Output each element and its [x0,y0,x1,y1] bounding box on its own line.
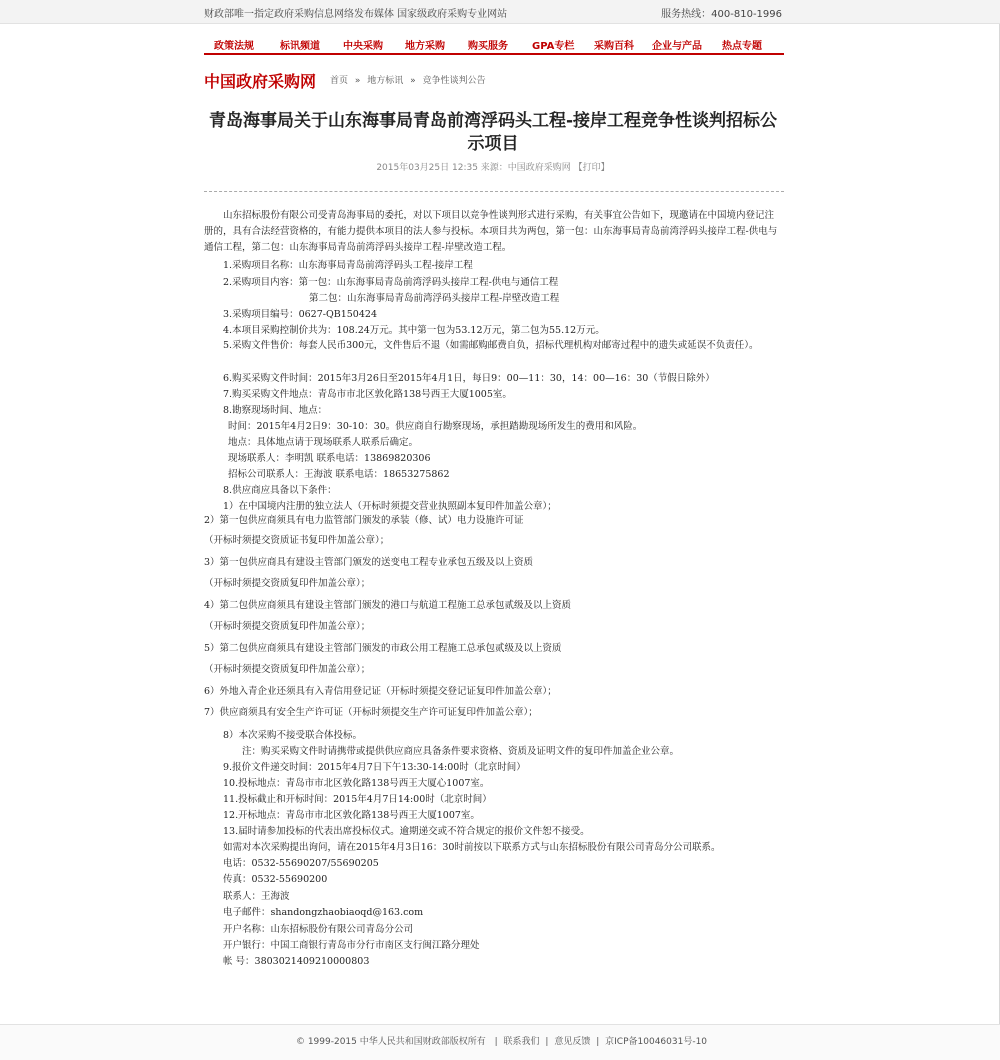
contact-phone: 电话：0532-55690207/55690205 [223,858,379,869]
item-opening-location: 12.开标地点：青岛市市北区敦化路138号西王大厦1007室。 [223,810,480,821]
item-purchase-location: 7.购买采购文件地点：青岛市市北区敦化路138号西王大厦1005室。 [223,389,512,400]
item-qualifications: 8.供应商应具备以下条件： [223,485,337,496]
breadcrumb-local-bids[interactable]: 地方标讯 [367,76,404,86]
item-project-content-pkg2: 第二包：山东海事局青岛前湾浮码头接岸工程-岸壁改造工程 [309,293,560,304]
item-inquiry: 如需对本次采购提出询问，请在2015年4月3日16：30时前按以下联系方式与山东招标股份有限公司青岛分公司联系。 [223,842,721,853]
account-bank: 开户银行：中国工商银行青岛市分行市南区支行闽江路分理处 [223,940,480,951]
condition-2-note: （开标时须提交资质证书复印件加盖公章）； [204,535,390,546]
item-site-contact: 现场联系人：李明凯 联系电话：13869820306 [228,453,431,464]
condition-8: 8）本次采购不接受联合体投标。 [223,730,363,741]
item-bid-submission-time: 9.报价文件递交时间：2015年4月7日下午13:30-14:00时（北京时间） [223,762,526,773]
purchase-note: 注：购买采购文件时请携带或提供供应商应具备条件要求资格、资质及证明文件的复印件加盖企业公章。 [242,746,680,757]
nav-item-bid-channel[interactable]: 标讯频道 [280,41,320,52]
item-project-number: 3.采购项目编号：0627-QB150424 [223,309,377,320]
nav-item-hot-topics[interactable]: 热点专题 [722,41,762,52]
main-nav [204,35,784,55]
condition-3: 3）第一包供应商具有建设主管部门颁发的送变电工程专业承包五级及以上资质 [204,557,534,568]
footer-separator: | [545,1037,549,1047]
condition-4-note: （开标时须提交资质复印件加盖公章）； [204,621,371,632]
item-project-name: 1.采购项目名称：山东海事局青岛前湾浮码头工程-接岸工程 [223,260,473,271]
account-name: 开户名称：山东招标股份有限公司青岛分公司 [223,924,414,935]
footer-icp-link[interactable]: 京ICP备10046031号-10 [605,1037,708,1047]
service-hotline: 服务热线：400-810-1996 [661,9,782,20]
item-purchase-time: 6.购买采购文件时间：2015年3月26日至2015年4月1日，每日9：00—11：30，14：00—16：30（节假日除外） [223,373,715,384]
footer-contact-link[interactable]: 联系我们 [503,1037,540,1047]
footer-line [0,1034,1000,1047]
item-site-visit-time: 时间：2015年4月2日9：30-10：30。供应商自行勘察现场，承担踏勘现场所发生的费用和风险。 [228,421,643,432]
top-bar [0,0,1000,24]
footer-feedback-link[interactable]: 意见反馈 [554,1037,591,1047]
condition-6: 6）外地入青企业还须具有入青信用登记证（开标时须提交登记证复印件加盖公章）； [204,686,557,697]
nav-item-policy[interactable]: 政策法规 [214,41,254,52]
intro-paragraph: 山东招标股份有限公司受青岛海事局的委托，对以下项目以竞争性谈判形式进行采购，有关事宜公告如下，现邀请在中国境内登记注册的，具有合法经营资格的，有能力提供本项目的法人参与投标。本项目共为两包，第一包：山东海事局青岛前湾浮码头接岸工程-供电与通信工程，第二包：山东海事局青岛前湾浮码头接岸工程-岸壁改造工程。 [204,210,778,253]
breadcrumb [330,73,486,86]
footer-copyright: © 1999-2015 中华人民共和国财政部版权所有 [295,1037,486,1047]
contact-person: 联系人：王海波 [223,891,290,902]
item-document-price: 5.采购文件售价：每套人民币300元，文件售后不退（如需邮购邮费自负，招标代理机构对邮寄过程中的遗失或延误不负责任）。 [223,340,759,351]
item-control-price: 4.本项目采购控制价共为：108.24万元。其中第一包为53.12万元，第二包为55.12万元。 [223,325,605,336]
condition-5: 5）第二包供应商须具有建设主管部门颁发的市政公用工程施工总承包贰级及以上资质 [204,643,562,654]
breadcrumb-separator: » [354,76,361,86]
item-attendance: 13.届时请参加投标的代表出席投标仪式。逾期递交或不符合规定的报价文件恕不接受。 [223,826,590,837]
condition-5-note: （开标时须提交资质复印件加盖公章）； [204,664,371,675]
item-bid-deadline: 11.投标截止和开标时间：2015年4月7日14:00时（北京时间） [223,794,492,805]
article-meta: 2015年03月25日 12:35 来源：中国政府采购网 【打印】 [376,163,610,173]
divider [204,191,784,192]
item-project-content: 2.采购项目内容：第一包：山东海事局青岛前湾浮码头接岸工程-供电与通信工程 [223,277,559,288]
nav-item-gpa[interactable]: GPA专栏 [532,41,575,52]
item-bid-location: 10.投标地点：青岛市市北区敦化路138号西王大厦心1007室。 [223,778,490,789]
condition-4: 4）第二包供应商须具有建设主管部门颁发的港口与航道工程施工总承包贰级及以上资质 [204,600,572,611]
nav-item-central-procurement[interactable]: 中央采购 [343,41,383,52]
nav-item-procurement-wiki[interactable]: 采购百科 [594,41,634,52]
footer-separator: | [596,1037,600,1047]
nav-item-purchase-service[interactable]: 购买服务 [468,41,508,52]
nav-item-local-procurement[interactable]: 地方采购 [405,41,445,52]
condition-7: 7）供应商须具有安全生产许可证（开标时须提交生产许可证复印件加盖公章）； [204,707,538,718]
breadcrumb-separator: » [410,76,416,86]
breadcrumb-negotiation-notice[interactable]: 竞争性谈判公告 [422,76,486,86]
footer-separator: | [494,1037,498,1047]
item-site-visit: 8.勘察现场时间、地点： [223,405,328,416]
site-slogan: 财政部唯一指定政府采购信息网络发布媒体 国家级政府采购专业网站 [204,9,508,20]
footer [0,1024,1000,1060]
account-number: 帐 号：3803021409210000803 [223,956,370,967]
site-logo[interactable]: 中国政府采购网 [204,72,317,91]
contact-fax: 传真：0532-55690200 [223,874,328,885]
contact-email: 电子邮件：shandongzhaobiaoqd@163.com [223,907,424,918]
item-agency-contact: 招标公司联系人：王海波 联系电话：18653275862 [228,469,450,480]
item-site-visit-location: 地点：具体地点请于现场联系人联系后确定。 [228,437,419,448]
nav-item-enterprise-products[interactable]: 企业与产品 [652,41,702,52]
article-title: 青岛海事局关于山东海事局青岛前湾浮码头工程-接岸工程竞争性谈判招标公示项目 [208,111,778,154]
breadcrumb-home[interactable]: 首页 [330,76,349,86]
condition-1: 1）在中国境内注册的独立法人（开标时须提交营业执照副本复印件加盖公章）； [223,501,557,512]
condition-2: 2）第一包供应商须具有电力监管部门颁发的承装（修、试）电力设施许可证 [204,515,524,526]
condition-3-note: （开标时须提交资质复印件加盖公章）； [204,578,371,589]
